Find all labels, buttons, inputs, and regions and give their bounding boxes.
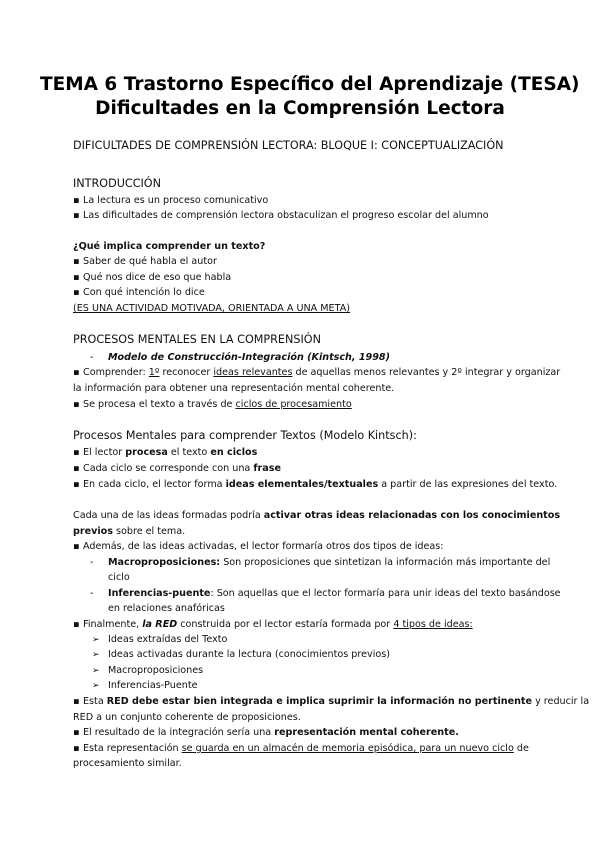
inferencias-line-1: - Inferencias-puente: Son aquellas que el lector formaría para unir ideas del texto basándose	[90, 588, 561, 599]
ideas-paragraph-line-2: previos sobre el tema.	[73, 526, 186, 537]
question-heading: ¿Qué implica comprender un texto?	[73, 241, 266, 252]
arrow-bullet-icon: ➢	[92, 650, 100, 660]
ciclos-line: ▪ Se procesa el texto a través de ciclos de procesamiento	[73, 399, 352, 410]
kintsch-item: ▪ En cada ciclo, el lector forma ideas elementales/textuales a partir de las expresiones del texto.	[73, 479, 558, 490]
dash-icon: -	[90, 557, 94, 568]
bullet-icon: ▪	[73, 479, 80, 490]
model-line: - Modelo de Construcción-Integración (Kintsch, 1998)	[90, 352, 390, 363]
idea-type-item: ➢ Ideas activadas durante la lectura (conocimientos previos)	[92, 649, 390, 660]
comprender-line-2: la información para obtener una representación mental coherente.	[73, 383, 395, 394]
question-item: ▪ Con qué intención lo dice	[73, 287, 205, 298]
kintsch-item: ▪ Cada ciclo se corresponde con una frase	[73, 463, 281, 474]
intro-item: ▪ La lectura es un proceso comunicativo	[73, 195, 269, 206]
bullet-icon: ▪	[73, 256, 80, 267]
intro-heading: INTRODUCCIÓN	[73, 177, 161, 190]
title-line-1: TEMA 6 Trastorno Específico del Aprendizaje (TESA)	[40, 74, 580, 95]
red-line-1: ▪ Esta RED debe estar bien integrada e implica suprimir la información no pertinente y reducir la	[73, 696, 590, 707]
question-item: ▪ Qué nos dice de eso que habla	[73, 272, 232, 283]
macro-line-2: ciclo	[108, 572, 130, 583]
finalmente-line: ▪ Finalmente, la RED construida por el lector estaría formada por 4 tipos de ideas:	[73, 619, 473, 630]
kintsch-heading: Procesos Mentales para comprender Textos (Modelo Kintsch):	[73, 429, 417, 442]
idea-type-item: ➢ Ideas extraídas del Texto	[92, 634, 228, 645]
kintsch-item: ▪ El lector procesa el texto en ciclos	[73, 447, 258, 458]
intro-item: ▪ Las dificultades de comprensión lectora obstaculizan el progreso escolar del alumno	[73, 210, 489, 221]
arrow-bullet-icon: ➢	[92, 681, 100, 691]
bullet-icon: ▪	[73, 541, 80, 552]
bullet-icon: ▪	[73, 367, 80, 378]
idea-type-item: ➢ Inferencias-Puente	[92, 680, 198, 691]
inferencias-line-2: en relaciones anafóricas	[108, 603, 225, 614]
bullet-icon: ▪	[73, 619, 80, 630]
bullet-icon: ▪	[73, 399, 80, 410]
block-heading: DIFICULTADES DE COMPRENSIÓN LECTORA: BLOQUE I: CONCEPTUALIZACIÓN	[73, 139, 504, 152]
title-line-2: Dificultades en la Comprensión Lectora	[95, 98, 505, 119]
idea-type-item: ➢ Macroproposiciones	[92, 665, 204, 676]
arrow-bullet-icon: ➢	[92, 666, 100, 676]
bullet-icon: ▪	[73, 195, 80, 206]
bullet-icon: ▪	[73, 463, 80, 474]
red-line-2: RED a un conjunto coherente de proposiciones.	[73, 712, 301, 723]
resultado-line: ▪ El resultado de la integración sería una representación mental coherente.	[73, 727, 459, 738]
bullet-icon: ▪	[73, 743, 80, 754]
dash-icon: -	[90, 588, 94, 599]
ademas-line: ▪ Además, de las ideas activadas, el lector formaría otros dos tipos de ideas:	[73, 541, 444, 552]
bullet-icon: ▪	[73, 272, 80, 283]
representacion-line-2: procesamiento similar.	[73, 758, 182, 769]
bullet-icon: ▪	[73, 447, 80, 458]
bullet-icon: ▪	[73, 287, 80, 298]
representacion-line-1: ▪ Esta representación se guarda en un almacén de memoria episódica, para un nuevo ciclo de	[73, 743, 529, 754]
question-note: (ES UNA ACTIVIDAD MOTIVADA, ORIENTADA A UNA META)	[73, 303, 351, 314]
bullet-icon: ▪	[73, 696, 80, 707]
question-item: ▪ Saber de qué habla el autor	[73, 256, 217, 267]
arrow-bullet-icon: ➢	[92, 635, 100, 645]
ideas-paragraph-line-1: Cada una de las ideas formadas podría activar otras ideas relacionadas con los conocimientos	[73, 510, 561, 521]
procesos-heading: PROCESOS MENTALES EN LA COMPRENSIÓN	[73, 333, 321, 346]
macro-line-1: - Macroproposiciones: Son proposiciones que sintetizan la información más importante del	[90, 557, 551, 568]
bullet-icon: ▪	[73, 210, 80, 221]
bullet-icon: ▪	[73, 727, 80, 738]
comprender-line-1: ▪ Comprender: 1º reconocer ideas relevantes de aquellas menos relevantes y 2º integrar y organizar	[73, 367, 561, 378]
dash-icon: -	[90, 352, 94, 363]
